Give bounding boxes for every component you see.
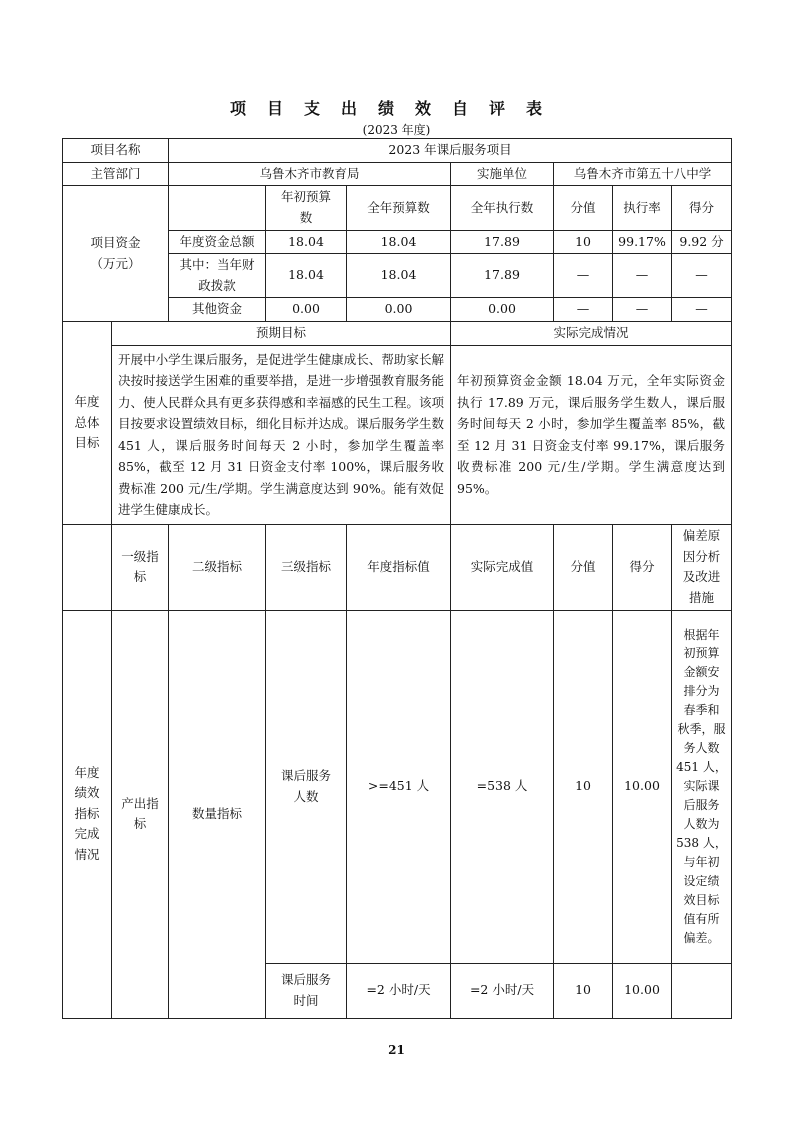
indicator-level3: 课后服务 时间 (266, 963, 347, 1018)
fund-full-budget: 18.04 (347, 230, 451, 254)
annual-goal-label: 年度 总体 目标 (63, 322, 112, 525)
col-score-value: 分值 (554, 186, 613, 230)
funds-label: 项目资金 （万元） (63, 186, 169, 322)
fund-score-value: — (554, 298, 613, 322)
fund-score-value: 10 (554, 230, 613, 254)
header-actual: 实际完成值 (451, 524, 554, 610)
header-target: 年度指标值 (347, 524, 451, 610)
actual-completion-header: 实际完成情况 (451, 322, 732, 346)
header-score-value: 分值 (554, 524, 613, 610)
year-note: (2023 年度) (362, 123, 431, 137)
fund-label: 年度资金总额 (169, 230, 266, 254)
expected-goal-text: 开展中小学生课后服务，是促进学生健康成长、帮助家长解决按时接送学生困难的重要举措，是进一步增强教育服务能力、使人民群众具有更多获得感和幸福感的民生工程。该项目按要求设置绩效目标，细化目标并达成。课后服务学生数 451 人，课后服务时间每天 2 小时，参加学生覆盖率 85%，截至 12 月 31 日资金支付率 100%，课后服务收费标准 200 元/生/学期。学生满意度达到 90%。能有效促进学生健康成长。 (112, 345, 451, 524)
actual-completion-text: 年初预算资金金额 18.04 万元，全年实际资金执行 17.89 万元，课后服务学生数人，课后服务时间每天 2 小时，参加学生覆盖率 85%，截至 12 月 31 日资金支付率 99.17%，课后服务收费标准 200 元/生/学期。学生满意度达到 95%。 (451, 345, 732, 524)
fund-executed: 17.89 (451, 254, 554, 298)
indicator-score: 10.00 (613, 610, 672, 963)
col-score: 得分 (672, 186, 732, 230)
indicator-row (63, 610, 732, 963)
row-department (63, 162, 732, 186)
fund-score: 9.92 分 (672, 230, 732, 254)
fund-rate: — (613, 254, 672, 298)
indicator-level2: 数量指标 (169, 610, 266, 1018)
header-score: 得分 (613, 524, 672, 610)
indicator-actual: =2 小时/天 (451, 963, 554, 1018)
fund-score: — (672, 254, 732, 298)
fund-initial: 18.04 (266, 254, 347, 298)
department-value: 乌鲁木齐市教育局 (169, 162, 451, 186)
fund-full-budget: 18.04 (347, 254, 451, 298)
expected-goal-header: 预期目标 (112, 322, 451, 346)
col-exec-rate: 执行率 (613, 186, 672, 230)
indicator-score-value: 10 (554, 610, 613, 963)
fund-label: 其中：当年财 政拨款 (169, 254, 266, 298)
header-level3: 三级指标 (266, 524, 347, 610)
fund-initial: 0.00 (266, 298, 347, 322)
indicator-score-value: 10 (554, 963, 613, 1018)
fund-score: — (672, 298, 732, 322)
funds-header-blank (169, 186, 266, 230)
document-title: 项目支出绩效自评表 (229, 99, 563, 118)
project-name-value: 2023 年课后服务项目 (169, 139, 732, 163)
indicator-actual: =538 人 (451, 610, 554, 963)
fund-rate: 99.17% (613, 230, 672, 254)
indicator-target: >=451 人 (347, 610, 451, 963)
row-funds-header (63, 186, 732, 230)
fund-label: 其他资金 (169, 298, 266, 322)
performance-table (62, 138, 732, 1019)
fund-executed: 0.00 (451, 298, 554, 322)
row-goals-header (63, 322, 732, 346)
indicator-deviation (672, 963, 732, 1018)
indicator-level1: 产出指 标 (112, 610, 169, 1018)
page-number: 21 (388, 1043, 405, 1057)
indicator-target: =2 小时/天 (347, 963, 451, 1018)
header-level2: 二级指标 (169, 524, 266, 610)
row-project-name (63, 139, 732, 163)
implementer-value: 乌鲁木齐市第五十八中学 (554, 162, 732, 186)
indicator-level3: 课后服务 人数 (266, 610, 347, 963)
indicators-section-label: 年度 绩效 指标 完成 情况 (63, 610, 112, 1018)
fund-score-value: — (554, 254, 613, 298)
fund-initial: 18.04 (266, 230, 347, 254)
fund-full-budget: 0.00 (347, 298, 451, 322)
indicator-score: 10.00 (613, 963, 672, 1018)
row-goals-content (63, 345, 732, 524)
col-initial-budget: 年初预算 数 (266, 186, 347, 230)
col-full-budget: 全年预算数 (347, 186, 451, 230)
fund-executed: 17.89 (451, 230, 554, 254)
fund-rate: — (613, 298, 672, 322)
row-indicator-header (63, 524, 732, 610)
indicator-header-blank (63, 524, 112, 610)
indicator-deviation: 根据年 初预算 金额安 排分为 春季和 秋季，服 务人数 451 人， 实际课 后服务 人数为 538 人， 与年初 设定绩 效目标 值有所 偏差。 (672, 610, 732, 963)
col-full-exec: 全年执行数 (451, 186, 554, 230)
department-label: 主管部门 (63, 162, 169, 186)
header-level1: 一级指 标 (112, 524, 169, 610)
implementer-label: 实施单位 (451, 162, 554, 186)
header-deviation: 偏差原 因分析 及改进 措施 (672, 524, 732, 610)
project-name-label: 项目名称 (63, 139, 169, 163)
